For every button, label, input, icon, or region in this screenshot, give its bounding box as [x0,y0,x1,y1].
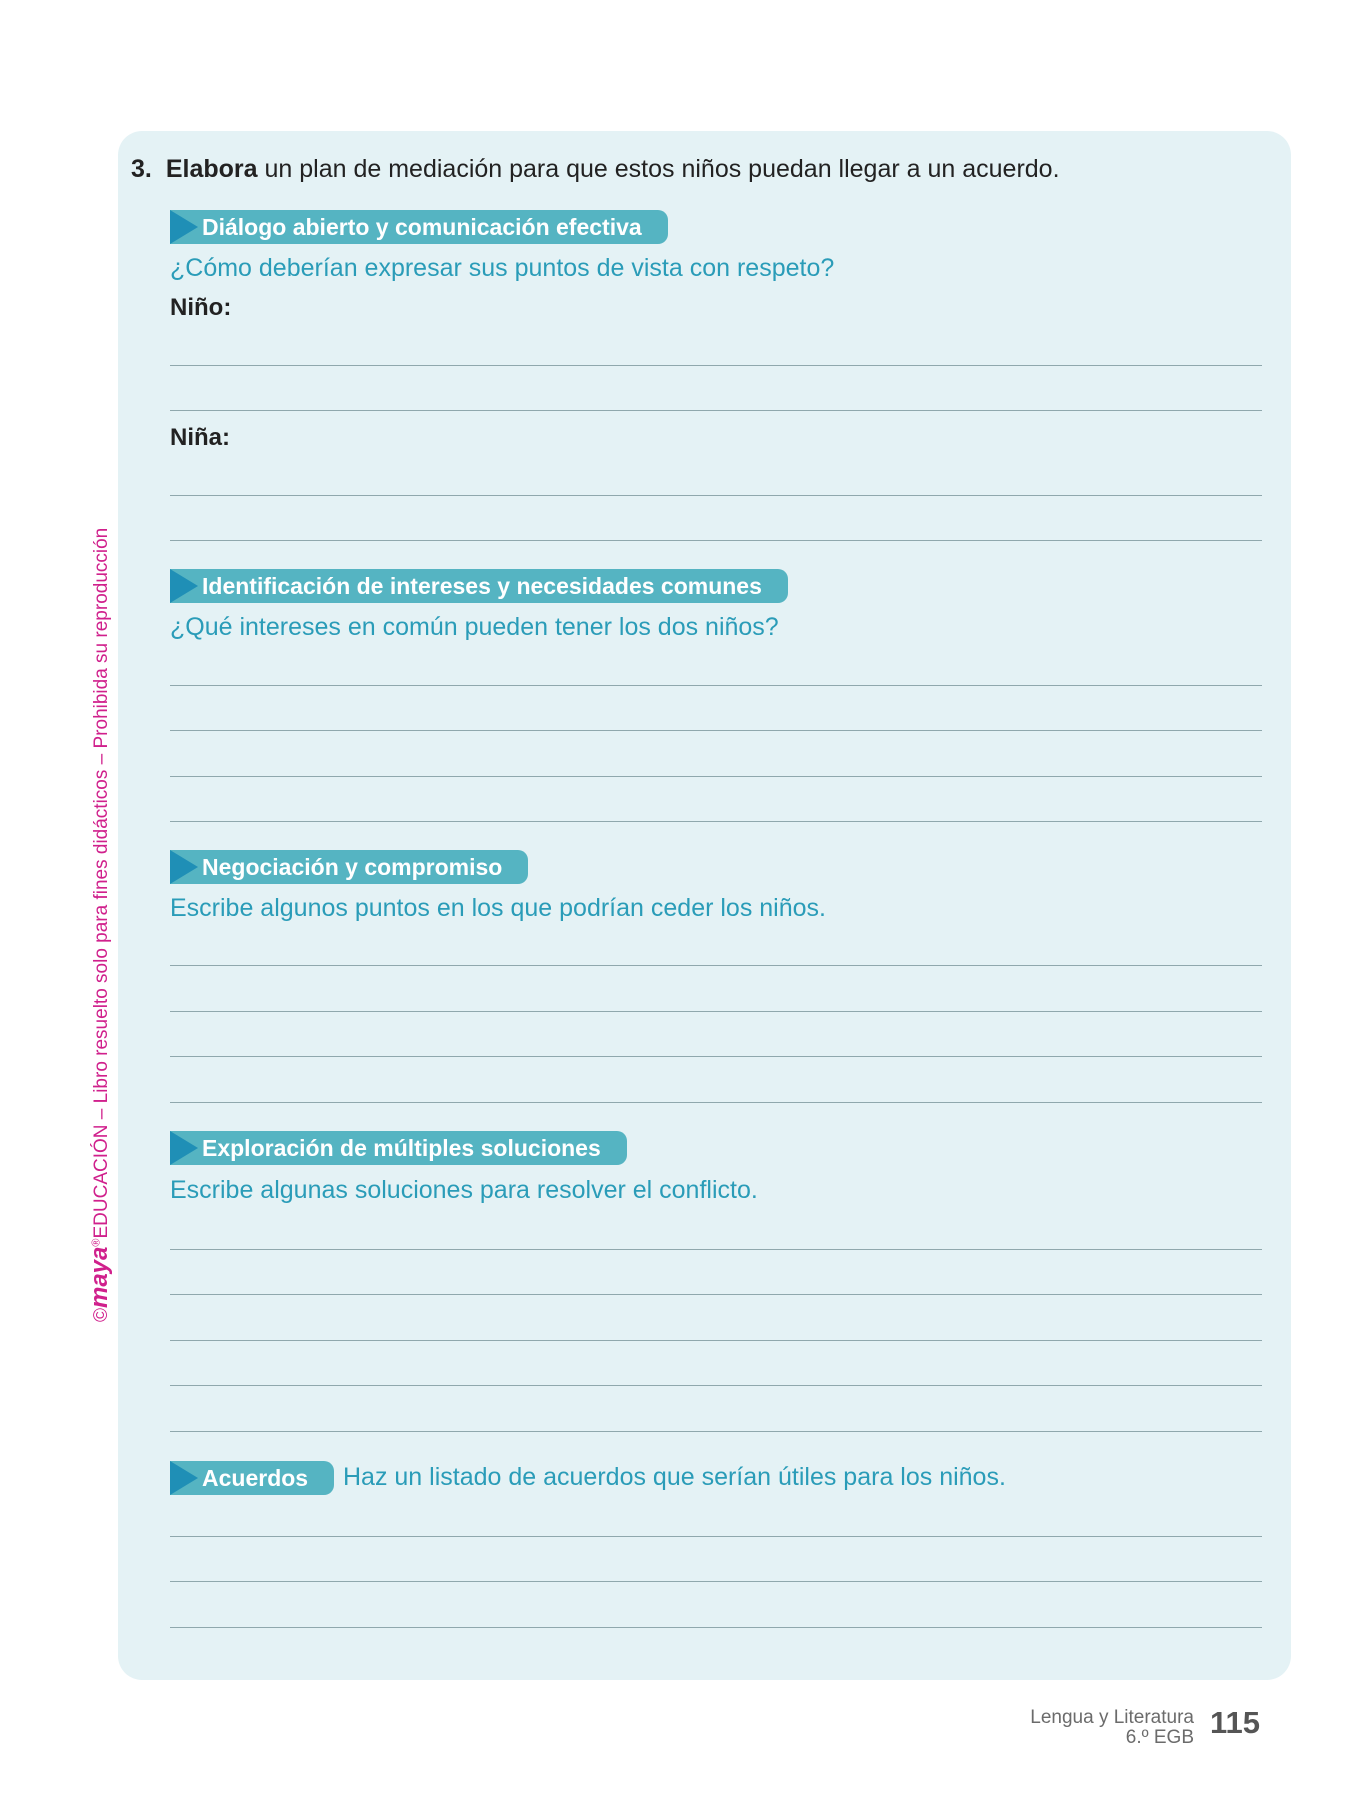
answer-line[interactable] [170,1431,1262,1432]
copyright-notice [86,528,114,1322]
footer-book-info [1030,1708,1194,1748]
section-tag-label: Exploración de múltiples soluciones [202,1135,601,1161]
footer-subject: Lengua y Literatura [1030,1707,1194,1728]
registered-mark: ® [90,1238,103,1247]
arrow-icon [170,1131,198,1165]
answer-line[interactable] [170,1011,1262,1012]
answer-line[interactable] [170,776,1262,777]
footer-grade: 6.º EGB [1125,1727,1194,1748]
answer-line[interactable] [170,685,1262,686]
answer-line[interactable] [170,1056,1262,1057]
answer-line[interactable] [170,1294,1262,1295]
arrow-icon [170,210,198,244]
label-boy: Niño: [170,294,232,321]
section-tag-dialogue [170,210,668,244]
section-tag-label: Acuerdos [202,1465,309,1491]
section-question-negotiation: Escribe algunos puntos en los que podrían ceder los niños. [170,894,826,922]
arrow-icon [170,850,198,884]
section-question-interests: ¿Qué intereses en común pueden tener los dos niños? [170,613,779,641]
section-tag-solutions [170,1131,627,1165]
section-tag-interests [170,569,788,603]
section-tag-label: Identificación de intereses y necesidades comunes [202,573,762,599]
answer-line[interactable] [170,965,1262,966]
answer-line[interactable] [170,821,1262,822]
section-tag-label: Diálogo abierto y comunicación efectiva [202,214,642,240]
label-girl: Niña: [170,424,230,451]
answer-line[interactable] [170,1536,1262,1537]
task-text: un plan de mediación para que estos niños puedan llegar a un acuerdo. [257,155,1060,183]
arrow-icon [170,569,198,603]
answer-line[interactable] [170,1249,1262,1250]
publisher-logo: maya [86,1246,113,1308]
answer-line-boy-2[interactable] [170,410,1262,411]
section-tag-label: Negociación y compromiso [202,854,503,880]
answer-line[interactable] [170,1581,1262,1582]
section-question-agreements: Haz un listado de acuerdos que serían útiles para los niños. [343,1463,1006,1491]
answer-line[interactable] [170,1340,1262,1341]
answer-line[interactable] [170,730,1262,731]
section-tag-agreements [170,1461,334,1495]
answer-line-girl-1[interactable] [170,495,1262,496]
section-question-solutions: Escribe algunas soluciones para resolver el conflicto. [170,1176,758,1204]
task-number: 3. [131,155,152,183]
answer-line-girl-2[interactable] [170,540,1262,541]
task-instruction [131,155,1060,184]
answer-line-boy-1[interactable] [170,365,1262,366]
copyright-symbol: © [91,1308,112,1322]
copyright-text: EDUCACIÓN – Libro resuelto solo para fines didácticos – Prohibida su reproducción [91,527,112,1239]
page-number: 115 [1210,1705,1261,1740]
section-question-dialogue: ¿Cómo deberían expresar sus puntos de vista con respeto? [170,254,835,282]
task-verb: Elabora [165,155,258,183]
answer-line[interactable] [170,1102,1262,1103]
section-tag-negotiation [170,850,528,884]
answer-line[interactable] [170,1385,1262,1386]
arrow-icon [170,1461,198,1495]
answer-line[interactable] [170,1627,1262,1628]
